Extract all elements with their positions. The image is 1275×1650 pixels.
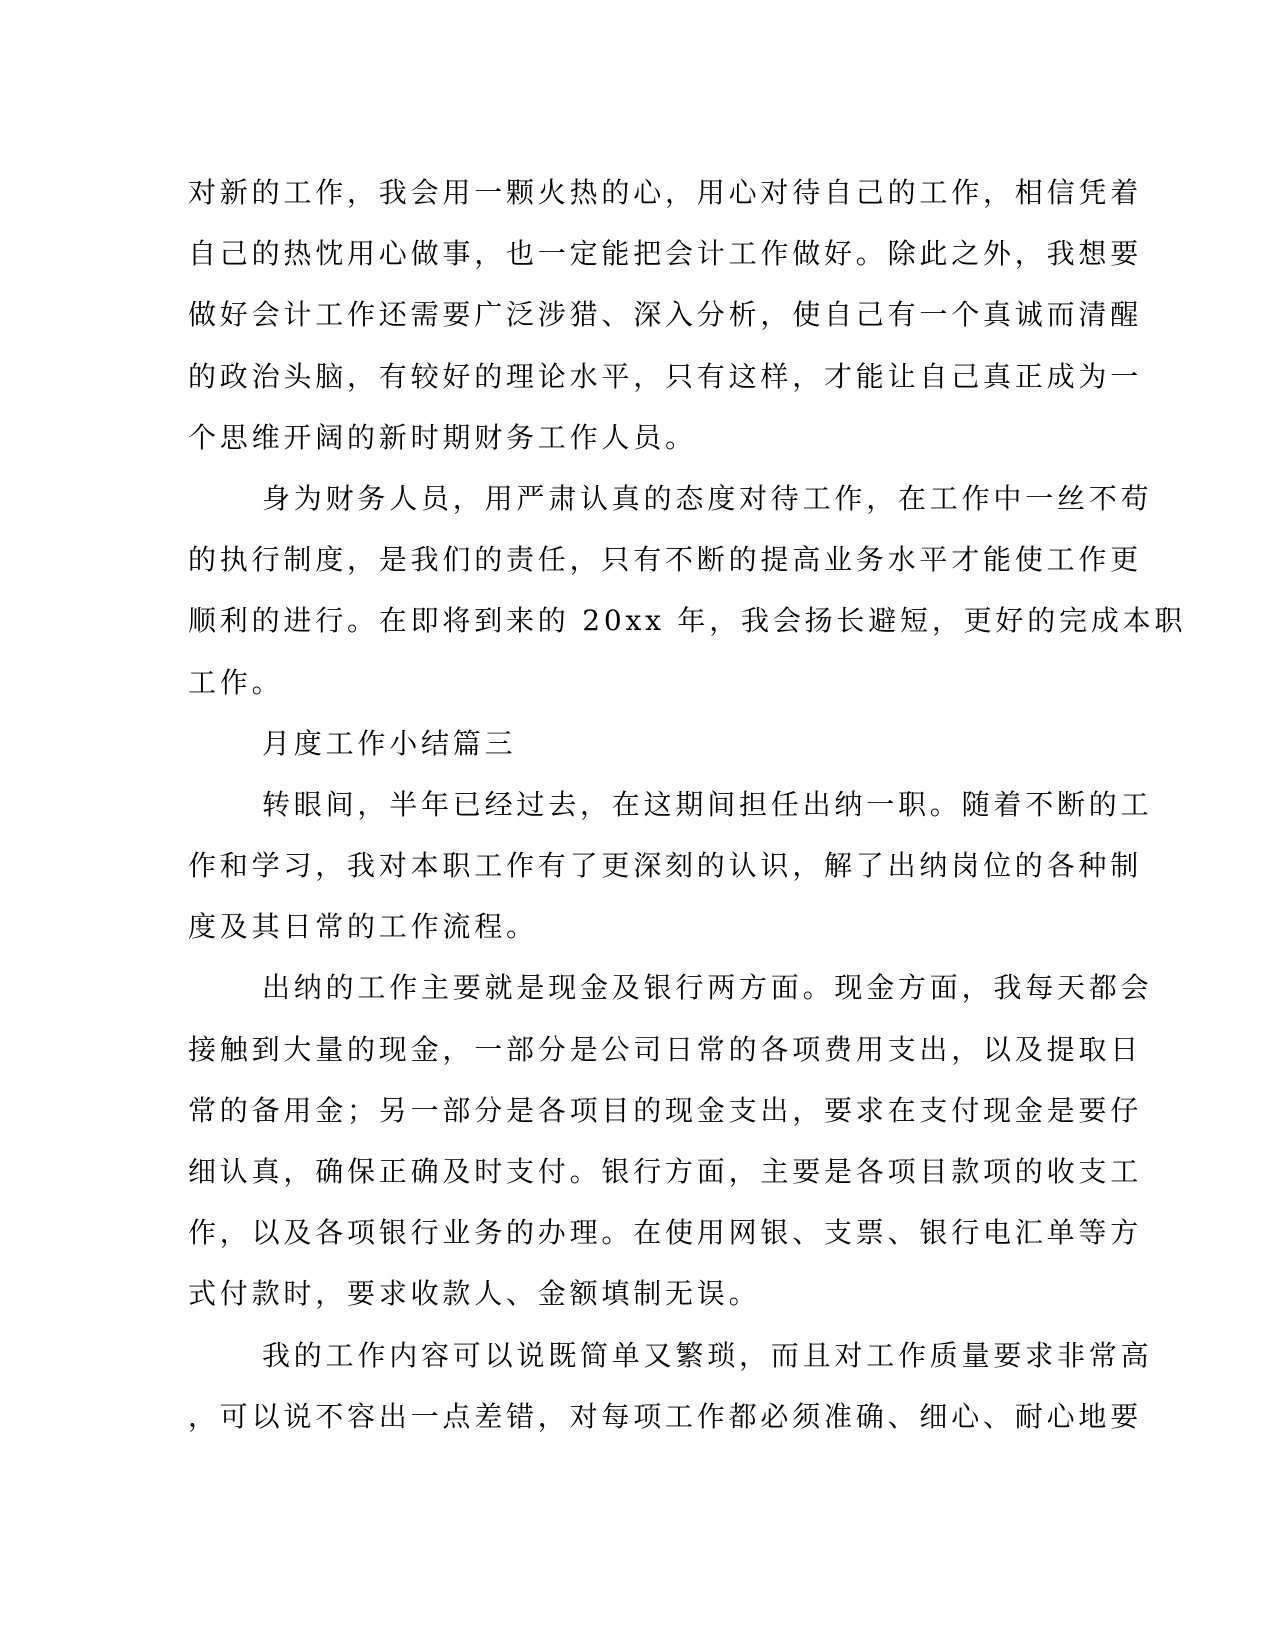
paragraph-first-line: 出纳的工作主要就是现金及银行两方面。现金方面，我每天都会 xyxy=(262,971,1153,1005)
text-line: 度及其日常的工作流程。 xyxy=(188,910,538,944)
text-line: 对新的工作，我会用一颗火热的心，用心对待自己的工作，相信凭着 xyxy=(188,176,1143,209)
text-line: 顺利的进行。在即将到来的 20xx 年，我会扬长避短，更好的完成本职 xyxy=(188,604,1187,638)
paragraph-first-line: 我的工作内容可以说既简单又繁琐，而且对工作质量要求非常高 xyxy=(262,1338,1153,1372)
document-body xyxy=(188,162,1187,1447)
text-line: ，可以说不容出一点差错，对每项工作都必须准确、细心、耐心地要 xyxy=(188,1399,1143,1433)
paragraph-first-line: 转眼间，半年已经过去，在这期间担任出纳一职。随着不断的工 xyxy=(262,787,1153,821)
text-line: 的执行制度，是我们的责任，只有不断的提高业务水平才能使工作更 xyxy=(188,543,1143,577)
section-heading: 月度工作小结篇三 xyxy=(262,726,517,760)
text-line: 作和学习，我对本职工作有了更深刻的认识，解了出纳岗位的各种制 xyxy=(188,849,1143,883)
text-line: 个思维开阔的新时期财务工作人员。 xyxy=(188,420,697,454)
text-line: 式付款时，要求收款人、金额填制无误。 xyxy=(188,1277,761,1311)
text-line: 做好会计工作还需要广泛涉猎、深入分析，使自己有一个真诚而清醒 xyxy=(188,298,1143,332)
text-line: 细认真，确保正确及时支付。银行方面，主要是各项目款项的收支工 xyxy=(188,1155,1143,1188)
text-line: 常的备用金；另一部分是各项目的现金支出，要求在支付现金是要仔 xyxy=(188,1093,1143,1127)
text-line: 接触到大量的现金，一部分是公司日常的各项费用支出，以及提取日 xyxy=(188,1032,1143,1066)
text-line: 工作。 xyxy=(188,665,284,699)
text-line: 的政治头脑，有较好的理论水平，只有这样，才能让自己真正成为一 xyxy=(188,359,1143,393)
text-line: 作，以及各项银行业务的办理。在使用网银、支票、银行电汇单等方 xyxy=(188,1216,1143,1250)
text-line: 自己的热忱用心做事，也一定能把会计工作做好。除此之外，我想要 xyxy=(188,237,1143,271)
paragraph-first-line: 身为财务人员，用严肃认真的态度对待工作，在工作中一丝不苟 xyxy=(262,481,1153,515)
